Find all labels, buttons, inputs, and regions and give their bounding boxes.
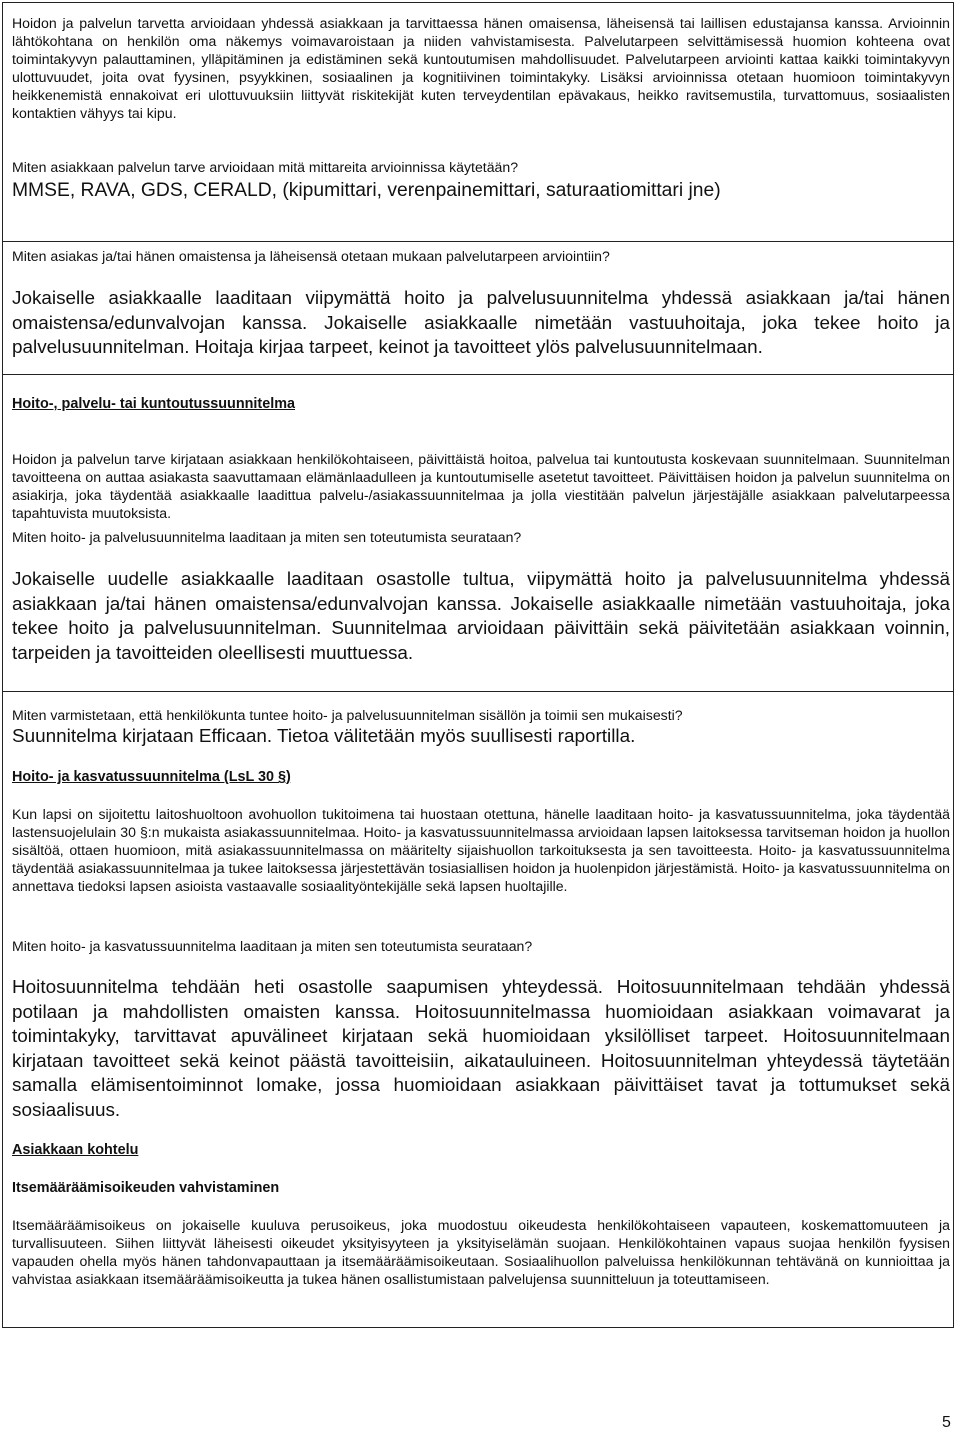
child-care-plan-body: Kun lapsi on sijoitettu laitoshuoltoon avohuollon tukitoimena tai huostaan otettuna, hänelle laaditaan hoito- ja kasvatussuunnitelma, joka täydentää lastensuojelulain 30 §:n mukaista asiakassuunnitelmaa. Hoito- ja kasvatussuunnitelmassa arvioidaan lapsen laitoksessa tarvitseman hoidon ja huollon sisältöä, ottaen huomioon, mitä asiakassuunnitelmassa on määritelty sijaishuollon tarkoituksesta ja sen tavoitteesta. Hoito- ja kasvatussuunnitelma täydentää asiakassuunnitelmaa ja tukee laitoksessa järjestettävän tosiasiallisen hoidon ja huolenpidon järjestämistä. Hoito- ja kasvatussuunnitelma on annettava tiedoksi lapsen asioista vastaavalle sosiaalityöntekijälle sekä lapsen huoltajille. bbox=[12, 806, 950, 894]
awareness-question: Miten varmistetaan, että henkilökunta tuntee hoito- ja palvelusuunnitelman sisällön ja toimii sen mukaisesti? bbox=[12, 707, 683, 723]
awareness-answer: Suunnitelma kirjataan Efficaan. Tietoa välitetään myös suullisesti raportilla. bbox=[12, 726, 636, 747]
assessment-answer: MMSE, RAVA, GDS, CERALD, (kipumittari, verenpainemittari, saturaatiomittari jne) bbox=[12, 180, 721, 201]
participation-answer: Jokaiselle asiakkaalle laaditaan viipymättä hoito ja palvelusuunnitelma yhdessä asiakkaan ja/tai hänen omaistensa/edunvalvojan kanssa. Jokaiselle asiakkaalle nimetään vastuuhoitaja, joka tekee hoito ja palvelusuunnitelman. Hoitaja kirjaa tarpeet, keinot ja tavoitteet ylös palvelusuunnitelmaan. bbox=[12, 288, 950, 358]
child-care-plan-heading: Hoito- ja kasvatussuunnitelma (LsL 30 §) bbox=[12, 769, 291, 785]
care-plan-answer: Jokaiselle uudelle asiakkaalle laaditaan osastolle tultua, viipymättä hoito ja palvelusuunnitelma yhdessä asiakkaan ja/tai hänen omaistensa/edunvalvojan kanssa. Jokaiselle asiakkaalle nimetään vastuuhoitaja, joka tekee hoito ja palvelusuunnitelman. Suunnitelmaa arvioidaan päivittäin sekä päivitetään asiakkaan voinnin, tarpeiden ja tavoitteiden oleellisesti muuttuessa. bbox=[12, 569, 950, 664]
section-plan-awareness bbox=[3, 691, 953, 1137]
care-plan-heading: Hoito-, palvelu- tai kuntoutussuunnitelma bbox=[12, 396, 296, 412]
document-frame bbox=[2, 2, 954, 1328]
page-number: 5 bbox=[942, 1414, 951, 1431]
self-determination-subheading: Itsemääräämisoikeuden vahvistaminen bbox=[12, 1180, 280, 1196]
client-treatment-heading: Asiakkaan kohtelu bbox=[12, 1142, 139, 1158]
assessment-intro: Hoidon ja palvelun tarvetta arvioidaan yhdessä asiakkaan ja tarvittaessa hänen omaisensa, läheisensä tai laillisen edustajansa kanssa. Arvioinnin lähtökohtana on henkilön oma näkemys voimavaroistaan ja niiden vahvistamisesta. Palvelutarpeen selvittämisessä huomion kohteena ovat toimintakyvyn palauttaminen, ylläpitäminen ja edistäminen sekä kuntoutumisen mahdollisuudet. Palvelutarpeen arviointi kattaa kaikki toimintakyvyn ulottuvuudet, joita ovat fyysinen, psyykkinen, sosiaalinen ja kognitiivinen toimintakyky. Lisäksi arvioinnissa otetaan huomioon toimintakyvyn heikkenemistä ennakoivat eri ulottuvuuksiin liittyvät riskitekijät kuten terveydentilan epävakaus, heikko ravitsemustila, turvattomuus, sosiaalisten kontaktien vähyys tai kipu. bbox=[12, 15, 950, 121]
section-participation bbox=[3, 241, 953, 375]
assessment-question: Miten asiakkaan palvelun tarve arvioidaan mitä mittareita arvioinnissa käytetään? bbox=[12, 159, 519, 175]
care-plan-question: Miten hoito- ja palvelusuunnitelma laaditaan ja miten sen toteutumista seurataan? bbox=[12, 529, 522, 545]
child-care-plan-answer: Hoitosuunnitelma tehdään heti osastolle saapumisen yhteydessä. Hoitosuunnitelmaan tehdään yhdessä potilaan ja mahdollisten omaisten kanssa. Hoitosuunnitelmassa huomioidaan asiakkaan voimavarat ja toimintakyky, tarvittavat apuvälineet kirjataan sekä huomioidaan yksilölliset tarpeet. Hoitosuunnitelmaan kirjataan tavoitteet sekä keinot päästä tavoitteisiin, aikatauluineen. Hoitosuunnitelman yhteydessä täytetään samalla elämisentoiminnot lomake, jossa huomioidaan asiakkaan päivittäiset tavat ja tottumukset sekä sosiaalisuus. bbox=[12, 977, 950, 1121]
participation-question: Miten asiakas ja/tai hänen omaistensa ja läheisensä otetaan mukaan palvelutarpeen arviointiin? bbox=[12, 248, 610, 264]
section-care-plan bbox=[3, 374, 953, 692]
section-assessment bbox=[3, 3, 953, 243]
child-care-plan-question: Miten hoito- ja kasvatussuunnitelma laaditaan ja miten sen toteutumista seurataan? bbox=[12, 938, 533, 954]
self-determination-body: Itsemääräämisoikeus on jokaiselle kuuluva perusoikeus, joka muodostuu oikeudesta henkilökohtaiseen vapauteen, koskemattomuuteen ja turvallisuuteen. Siihen liittyvät läheisesti oikeudet yksityisyyteen ja yksityiselämän suojaan. Henkilökohtainen vapaus suojaa henkilön fyysisen vapauden ohella myös hänen tahdonvapauttaan ja itsemääräämisoikeutaan. Sosiaalihuollon palveluissa henkilökunnan tehtävänä on kunnioittaa ja vahvistaa asiakkaan itsemääräämisoikeutta ja tukea hänen osallistumistaan palvelujensa suunnitteluun ja toteuttamiseen. bbox=[12, 1217, 950, 1287]
section-client-treatment bbox=[3, 1137, 953, 1327]
care-plan-body: Hoidon ja palvelun tarve kirjataan asiakkaan henkilökohtaiseen, päivittäistä hoitoa, palvelua tai kuntoutusta koskevaan suunnitelmaan. Suunnitelman tavoitteena on auttaa asiakasta saavuttamaan elämänlaadulleen ja kuntoutumiselle asetetut tavoitteet. Päivittäisen hoidon ja palvelun suunnitelma on asiakirja, joka täydentää asiakkaalle laadittua palvelu-/asiakassuunnitelmaa ja jolla viestitään palvelun järjestäjälle asiakkaan palvelutarpeessa tapahtuvista muutoksista. bbox=[12, 451, 950, 521]
